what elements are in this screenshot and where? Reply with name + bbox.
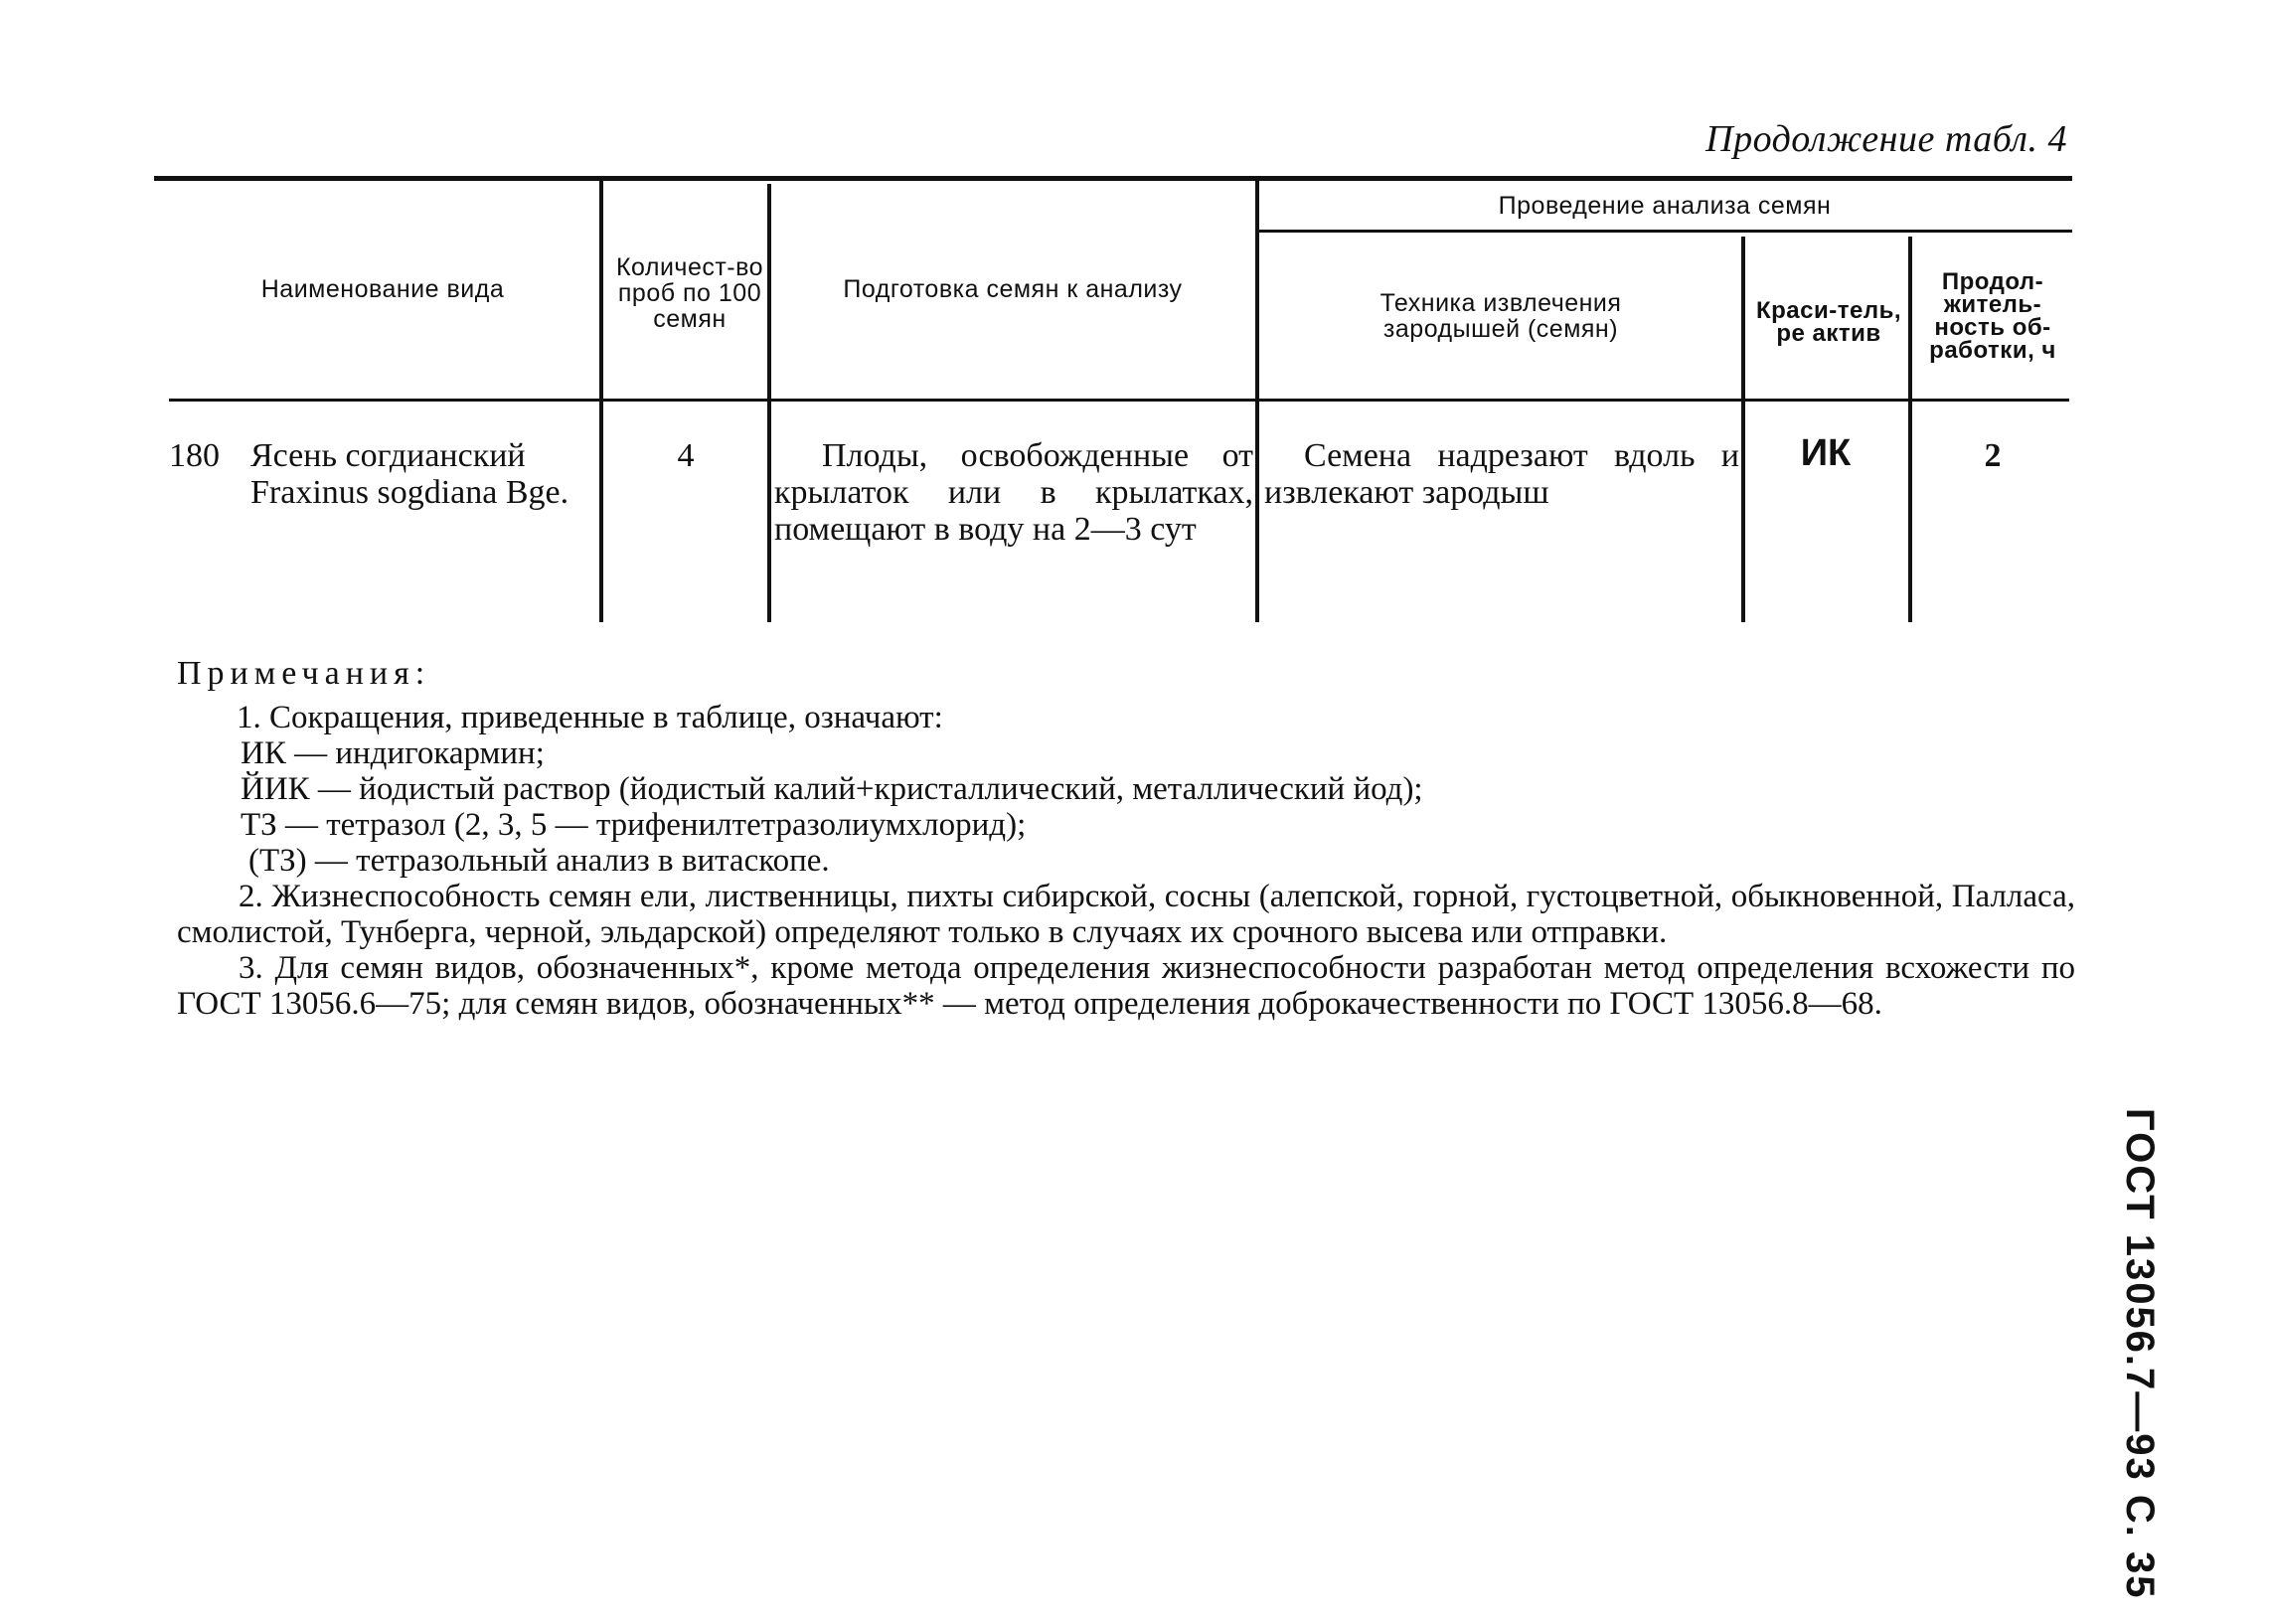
- note-1-ik: ИК — индигокармин;: [241, 735, 545, 771]
- note-2: 2. Жизнеспособность семян ели, лиственницы, пихты сибирской, сосны (алепской, горной, густоцветной, обыкновенной, Палласа, смолистой, Тунберга, черной, эльдарской) определяют только в случаях их срочного высева или отправки.: [177, 879, 2075, 950]
- note-1-intro: 1. Сокращения, приведенные в таблице, означают:: [237, 700, 943, 735]
- header-analysis-group: Проведение анализа семян: [1498, 192, 1832, 220]
- sample-count: 4: [677, 437, 695, 474]
- header-sample-count: Количест-во проб по 100 семян: [615, 253, 764, 333]
- species-name: Ясень согдианский Fraxinus sogdiana Bge.: [250, 437, 569, 511]
- notes-heading: Примечания:: [177, 655, 431, 692]
- column-divider-4: [1741, 237, 1745, 622]
- row-number: 180: [169, 437, 220, 474]
- column-divider-5: [1908, 237, 1912, 622]
- note-1-tz: ТЗ — тетразол (2, 3, 5 — трифенилтетразолиумхлорид);: [241, 807, 1027, 843]
- header-bottom-rule: [169, 399, 2069, 402]
- column-divider-1: [599, 179, 603, 622]
- reagent: ИК: [1800, 432, 1852, 474]
- header-species-name: Наименование вида: [260, 274, 505, 303]
- standard-page-reference: ГОСТ 13056.7—93 С. 35: [2118, 1108, 2162, 1600]
- header-duration: Продол-житель-ность об-работки, ч: [1929, 268, 2056, 364]
- processing-duration: 2: [1984, 437, 2002, 474]
- note-1-tz-vitascope: (ТЗ) — тетразольный анализ в витаскопе.: [248, 843, 830, 879]
- seed-preparation: Плоды, освобожденные от крылаток или в крылатках, помещают в воду на 2—3 сут: [774, 437, 1253, 548]
- header-extraction-technique: Техника извлечения зародышей (семян): [1379, 288, 1622, 343]
- extraction-technique: Семена надрезают вдоль и извлекают зародыш: [1264, 437, 1739, 511]
- note-3: 3. Для семян видов, обозначенных*, кроме метода определения жизнеспособности разработан метод определения всхожести по ГОСТ 13056.6—75; для семян видов, обозначенных** — метод определения доброкачественности по ГОСТ 13056.8—68.: [177, 950, 2075, 1022]
- notes-section: [177, 656, 2075, 1022]
- header-reagent: Краси-тель, ре актив: [1755, 297, 1902, 347]
- header-seed-preparation: Подготовка семян к анализу: [843, 274, 1183, 303]
- analysis-group-rule: [1257, 230, 2072, 233]
- table-continuation-caption: Продолжение табл. 4: [1705, 118, 2067, 160]
- note-1-iik: ЙИК — йодистый раствор (йодистый калий+кристаллический, металлический йод);: [241, 771, 1423, 807]
- column-divider-3: [1255, 181, 1259, 622]
